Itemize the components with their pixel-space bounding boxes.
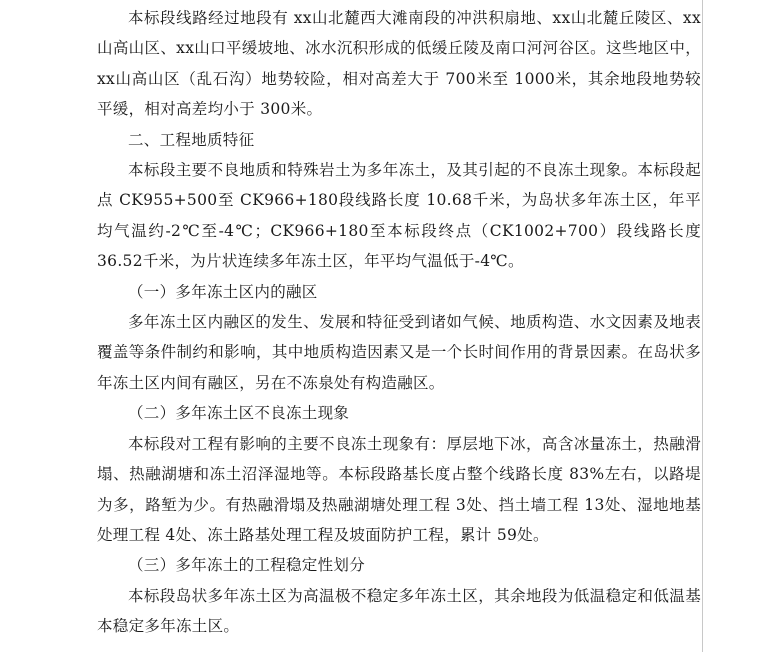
- paragraph-permafrost-overview: 本标段主要不良地质和特殊岩土为多年冻土，及其引起的不良冻土现象。本标段起点 CK955+500至 CK966+180段线路长度 10.68千米，为岛状多年冻土区，年平均气温约-2℃至-4℃；CK966+180至本标段终点（CK1002+700）段线路长度 36.52千米，为片状连续多年冻土区，年平均气温低于-4℃。: [97, 161, 701, 271]
- paragraph-stability-classification: 本标段岛状多年冻土区为高温极不稳定多年冻土区，其余地段为低温稳定和低温基本稳定多年冻土区。: [97, 586, 701, 636]
- subheading-stability-classification: （三）多年冻土的工程稳定性划分: [128, 556, 366, 575]
- section-heading-geology: 二、工程地质特征: [128, 130, 255, 149]
- paragraph-terrain: 本标段线路经过地段有 xx山北麓西大滩南段的冲洪积扇地、xx山北麓丘陵区、xx山高山区、xx山口平缓坡地、冰水沉积形成的低缓丘陵及南口河河谷区。这些地区中，xx山高山区（乱石沟）地势较险，相对高差大于 700米至 1000米，其余地段地势较平缓，相对高差均小于 300米。: [97, 9, 701, 119]
- page-margin-line: [702, 0, 703, 652]
- subheading-adverse-phenomena: （二）多年冻土区不良冻土现象: [128, 404, 350, 423]
- document-body: [97, 3, 701, 642]
- paragraph-thaw-zones: 多年冻土区内融区的发生、发展和特征受到诸如气候、地质构造、水文因素及地表覆盖等条件制约和影响，其中地质构造因素又是一个长时间作用的背景因素。在岛状多年冻土区内间有融区，另在不冻泉处有构造融区。: [97, 313, 701, 392]
- paragraph-adverse-phenomena: 本标段对工程有影响的主要不良冻土现象有：厚层地下冰，高含冰量冻土，热融滑塌、热融湖塘和冻土沼泽湿地等。本标段路基长度占整个线路长度 83%左右，以路堤为多，路堑为少。有热融滑塌及热融湖塘处理工程 3处、挡土墙工程 13处、湿地地基处理工程 4处、冻土路基处理工程及坡面防护工程，累计 59处。: [97, 434, 701, 544]
- subheading-thaw-zones: （一）多年冻土区内的融区: [128, 282, 318, 301]
